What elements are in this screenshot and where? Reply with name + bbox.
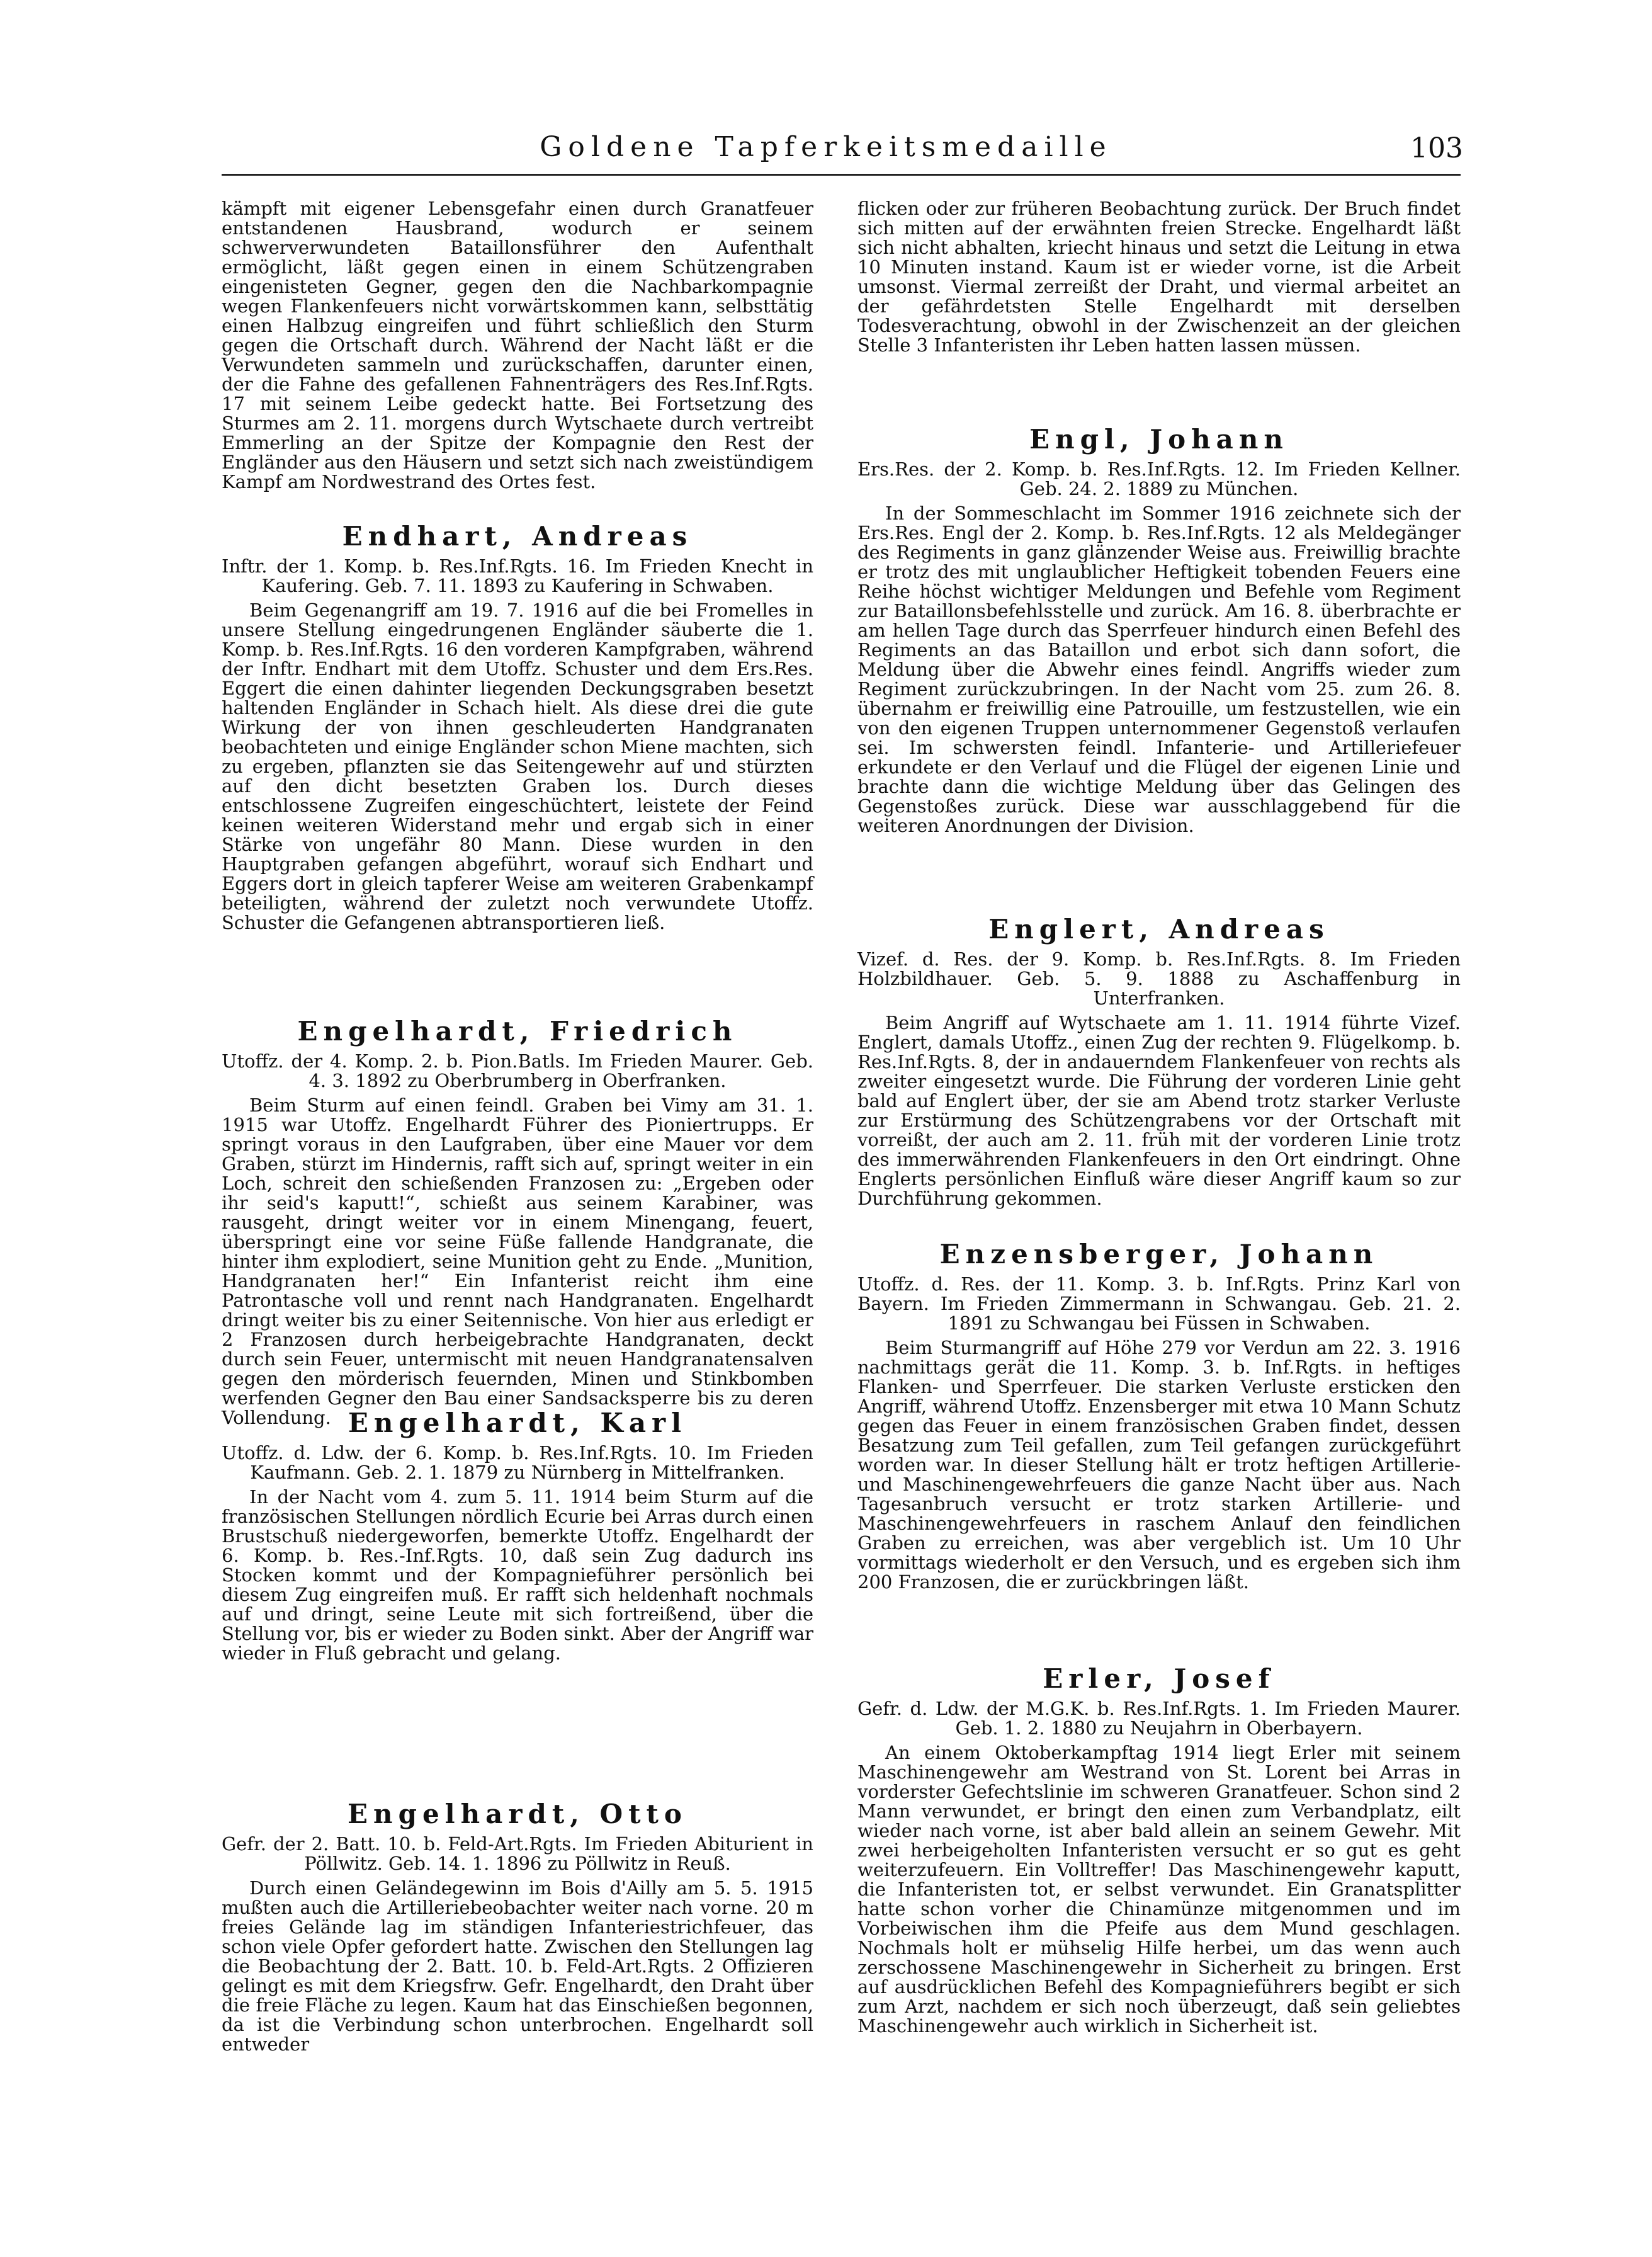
page-number: 103	[1410, 132, 1463, 164]
running-title: Goldene Tapferkeitsmedaille	[540, 131, 1112, 163]
entry-name: Engl, Johann	[1029, 424, 1289, 455]
entry-meta: Gefr. der 2. Batt. 10. b. Feld-Art.Rgts. Im Frieden Abiturient in Pöllwitz. Geb. 14. 1. 1896 zu Pöllwitz in Reuß.	[222, 1833, 813, 1874]
entry-name: Enzensberger, Johann	[939, 1239, 1379, 1270]
continued-entry-right	[857, 199, 1461, 355]
entry-endhart-andreas	[222, 520, 813, 933]
entry-meta: Utoffz. d. Res. der 11. Komp. 3. b. Inf.Rgts. Prinz Karl von Bayern. Im Frieden Zimmermann in Schwangau. Geb. 21. 2. 1891 zu Schwangau bei Füssen in Schwaben.	[857, 1273, 1461, 1334]
entry-meta: Vizef. d. Res. der 9. Komp. b. Res.Inf.Rgts. 8. Im Frieden Holzbildhauer. Geb. 5. 9. 1888 zu Aschaffenburg in Unterfranken.	[857, 948, 1461, 1009]
entry-body: Durch einen Geländegewinn im Bois d'Ailly am 5. 5. 1915 mußten auch die Artilleriebeobachter weiter nach vorne. 20 m freies Gelände lag im ständigen Infanteriestrichfeuer, das schon viele Opfer gefordert hatte. Zwischen den Stellungen lag die Beobachtung der 2. Batt. 10. b. Feld-Art.Rgts. 2 Offizieren gelingt es mit dem Kriegsfrw. Gefr. Engelhardt, den Draht über die freie Fläche zu legen. Kaum hat das Einschießen begonnen, da ist die Verbindung schon unterbrochen. Engelhardt soll entweder	[222, 1877, 813, 2055]
entry-meta: Utoffz. d. Ldw. der 6. Komp. b. Res.Inf.Rgts. 10. Im Frieden Kaufmann. Geb. 2. 1. 1879 zu Nürnberg in Mittelfranken.	[222, 1442, 813, 1483]
entry-englert-andreas	[857, 913, 1461, 1208]
entry-name: Erler, Josef	[1043, 1663, 1276, 1694]
entry-erler-josef	[857, 1663, 1461, 2036]
entry-meta: Utoffz. der 4. Komp. 2. b. Pion.Batls. Im Frieden Maurer. Geb. 4. 3. 1892 zu Oberbrumberg in Oberfranken.	[222, 1050, 813, 1091]
entry-name: Englert, Andreas	[988, 914, 1330, 945]
entry-meta: Inftr. der 1. Komp. b. Res.Inf.Rgts. 16. Im Frieden Knecht in Kaufering. Geb. 7. 11. 1893 zu Kaufering in Schwaben.	[222, 555, 813, 596]
entry-engelhardt-karl	[222, 1407, 813, 1663]
entry-body: In der Sommeschlacht im Sommer 1916 zeichnete sich der Ers.Res. Engl der 2. Komp. b. Res.Inf.Rgts. 12 als Meldegänger des Regiments in ganz glänzender Weise aus. Freiwillig brachte er trotz des mit unglaublicher Heftigkeit tobenden Feuers eine Reihe höchst wichtiger Meldungen und Befehle vom Regiment zur Bataillonsbefehlsstelle und zurück. Am 16. 8. überbrachte er am hellen Tage durch das Sperrfeuer hindurch einen Befehl des Regiments an das Bataillon und erbot sich dann sofort, die Meldung über die Abwehr eines feindl. Angriffs wieder zum Regiment zurückzubringen. In der Nacht vom 25. zum 26. 8. übernahm er freiwillig eine Patrouille, um festzustellen, wie ein von den eigenen Truppen unternommener Gegenstoß verlaufen sei. Im schwersten feindl. Infanterie- und Artilleriefeuer erkundete er den Verlauf und die Flügel der eigenen Linie und brachte dann die wichtige Meldung über das Gelingen des Gegenstoßes zurück. Diese war ausschlaggebend für die weiteren Anordnungen der Division.	[857, 503, 1461, 836]
entry-name: Endhart, Andreas	[342, 521, 693, 552]
entry-name: Engelhardt, Otto	[348, 1799, 687, 1829]
entry-engl-johann	[857, 423, 1461, 836]
entry-meta: Ers.Res. der 2. Komp. b. Res.Inf.Rgts. 12. Im Frieden Kellner. Geb. 24. 2. 1889 zu München.	[857, 458, 1461, 499]
continued-entry-left	[222, 199, 813, 492]
entry-enzensberger-johann	[857, 1238, 1461, 1592]
entry-engelhardt-otto	[222, 1798, 813, 2054]
entry-body: kämpft mit eigener Lebensgefahr einen durch Granatfeuer entstandenen Hausbrand, wodurch er seinem schwerverwundeten Bataillonsführer den Aufenthalt ermöglicht, läßt gegen einen in einem Schützengraben eingenisteten Gegner, gegen den die Nachbarkompagnie wegen Flankenfeuers nicht vorwärtskommen kann, selbsttätig einen Halbzug eingreifen und führt schließlich den Sturm gegen die Ortschaft durch. Während der Nacht läßt er die Verwundeten sammeln und zurückschaffen, darunter einen, der die Fahne des gefallenen Fahnenträgers des Res.Inf.Rgts. 17 mit seinem Leibe gedeckt hatte. Bei Fortsetzung des Sturmes am 2. 11. morgens durch Wytschaete durch vertreibt Emmerling an der Spitze der Kompagnie den Rest der Engländer aus den Häusern und setzt sich nach zweistündigem Kampf am Nordwestrand des Ortes fest.	[222, 198, 813, 492]
entry-body: flicken oder zur früheren Beobachtung zurück. Der Bruch findet sich mitten auf der erwähnten freien Strecke. Engelhardt läßt sich nicht abhalten, kriecht hinaus und setzt die Leitung in etwa 10 Minuten instand. Kaum ist er wieder vorne, ist die Arbeit umsonst. Viermal zerreißt der Draht, und viermal arbeitet an der gefährdetsten Stelle Engelhardt mit derselben Todesverachtung, obwohl in der Zwischenzeit an der gleichen Stelle 3 Infanteristen ihr Leben hatten lassen müssen.	[857, 198, 1461, 356]
entry-name: Engelhardt, Karl	[348, 1407, 687, 1438]
entry-body: Beim Gegenangriff am 19. 7. 1916 auf die bei Fromelles in unsere Stellung eingedrungenen Engländer säuberte die 1. Komp. b. Res.Inf.Rgts. 16 den vorderen Kampfgraben, während der Inftr. Endhart mit dem Utoffz. Schuster und dem Ers.Res. Eggert die einen dahinter liegenden Deckungsgraben besetzt haltenden Engländer in Schach hielt. Als diese drei die gute Wirkung der von ihnen geschleuderten Handgranaten beobachteten und einige Engländer schon Miene machten, sich zu ergeben, pflanzten sie das Seitengewehr auf und stürzten auf den dicht besetzten Graben los. Durch dieses entschlossene Zugreifen eingeschüchtert, leistete der Feind keinen weiteren Widerstand mehr und ergab sich in einer Stärke von ungefähr 80 Mann. Diese wurden in den Hauptgraben gefangen abgeführt, worauf sich Endhart und Eggers dort in gleich tapferer Weise am weiteren Grabenkampf beteiligten, während der zuletzt noch verwundete Utoffz. Schuster die Gefangenen abtransportieren ließ.	[222, 600, 813, 933]
entry-body: Beim Angriff auf Wytschaete am 1. 11. 1914 führte Vizef. Englert, damals Utoffz., einen Zug der rechten 9. Flügelkomp. b. Res.Inf.Rgts. 8, der in andauerndem Flankenfeuer von rechts als zweiter eingesetzt wurde. Die Führung der vorderen Linie geht bald auf Englert über, der sie am Abend trotz starker Verluste zur Erstürmung des Schützengrabens vor der Ortschaft mit vorreißt, der auch am 2. 11. früh mit der vorderen Linie trotz des immerwährenden Flankenfeuers in den Ort eindringt. Ohne Englerts persönlichen Einfluß wäre dieser Angriff kaum so zur Durchführung gekommen.	[857, 1012, 1461, 1209]
entry-body: Beim Sturmangriff auf Höhe 279 vor Verdun am 22. 3. 1916 nachmittags gerät die 11. Komp. 3. b. Inf.Rgts. in heftiges Flanken- und Sperrfeuer. Die starken Verluste ersticken den Angriff, während Utoffz. Enzensberger mit etwa 10 Mann Schutz gegen das Feuer in einem französischen Graben findet, dessen Besatzung zum Teil gefallen, zum Teil gefangen zurückgeführt worden war. In dieser Stellung hält er trotz heftigen Artillerie- und Maschinengewehrfeuers die ganze Nacht über aus. Nach Tagesanbruch versucht er trotz starken Artillerie- und Maschinengewehrfeuers in raschem Anlauf den feindlichen Graben zu erreichen, was aber vergeblich ist. Um 10 Uhr vormittags wiederholt er den Versuch, und es ergeben sich ihm 200 Franzosen, die er zurückbringen läßt.	[857, 1337, 1461, 1593]
entry-engelhardt-friedrich	[222, 1015, 813, 1428]
entry-body: Beim Sturm auf einen feindl. Graben bei Vimy am 31. 1. 1915 war Utoffz. Engelhardt Führer des Pioniertrupps. Er springt voraus in den Laufgraben, über eine Mauer vor dem Graben, stürzt im Hindernis, rafft sich auf, springt weiter in ein Loch, schreit den schießenden Franzosen zu: „Ergeben oder ihr seid's kaputt!“, schießt aus seinem Karabiner, was rausgeht, dringt weiter vor in einem Minengang, feuert, überspringt eine vor seine Füße fallende Handgranate, die hinter ihm explodiert, seine Munition geht zu Ende. „Munition, Handgranaten her!“ Ein Infanterist reicht ihm eine Patrontasche voll und rennt nach Handgranaten. Engelhardt dringt weiter bis zu einer Seitennische. Von hier aus erledigt er 2 Franzosen durch herbeigebrachte Handgranaten, deckt durch sein Feuer, untermischt mit neuen Handgranatensalven gegen den mörderisch feuernden, Minen und Stinkbomben werfenden Gegner den Bau einer Sandsacksperre bis zu deren Vollendung.	[222, 1094, 813, 1428]
entry-body: An einem Oktoberkampftag 1914 liegt Erler mit seinem Maschinengewehr am Westrand von St. Lorent bei Arras in vorderster Gefechtslinie im schweren Granatfeuer. Schon sind 2 Mann verwundet, er bringt den einen zum Verbandplatz, eilt wieder nach vorne, ist aber bald allein an seinem Gewehr. Mit zwei herbeigeholten Infanteristen versucht er so gut es geht weiterzufeuern. Ein Volltreffer! Das Maschinengewehr kaputt, die Infanteristen tot, er selbst verwundet. Ein Granatsplitter hatte schon vorher die Chinamünze mitgenommen und im Vorbeiwischen ihm die Pfeife aus dem Mund geschlagen. Nochmals holt er mühselig Hilfe herbei, um das wenn auch zerschossene Maschinengewehr in Sicherheit zu bringen. Erst auf ausdrücklichen Befehl des Kompagnieführers begibt er sich zum Arzt, nachdem er sich noch überzeugt, daß sein geliebtes Maschinengewehr auch wirklich in Sicherheit ist.	[857, 1742, 1461, 2037]
entry-body: In der Nacht vom 4. zum 5. 11. 1914 beim Sturm auf die französischen Stellungen nördlich Ecurie bei Arras durch einen Brustschuß niedergeworfen, bemerkte Utoffz. Engelhardt der 6. Komp. b. Res.-Inf.Rgts. 10, daß sein Zug dadurch ins Stocken kommt und der Kompagnieführer persönlich bei diesem Zug eingreifen muß. Er rafft sich heldenhaft nochmals auf und dringt, seine Leute mit sich fortreißend, über die Stellung vor, bis er wieder zu Boden sinkt. Aber der Angriff war wieder in Fluß gebracht und gelang.	[222, 1486, 813, 1664]
entry-meta: Gefr. d. Ldw. der M.G.K. b. Res.Inf.Rgts. 1. Im Frieden Maurer. Geb. 1. 2. 1880 zu Neujahrn in Oberbayern.	[857, 1698, 1461, 1739]
entry-name: Engelhardt, Friedrich	[297, 1016, 738, 1047]
header-rule	[222, 174, 1461, 176]
